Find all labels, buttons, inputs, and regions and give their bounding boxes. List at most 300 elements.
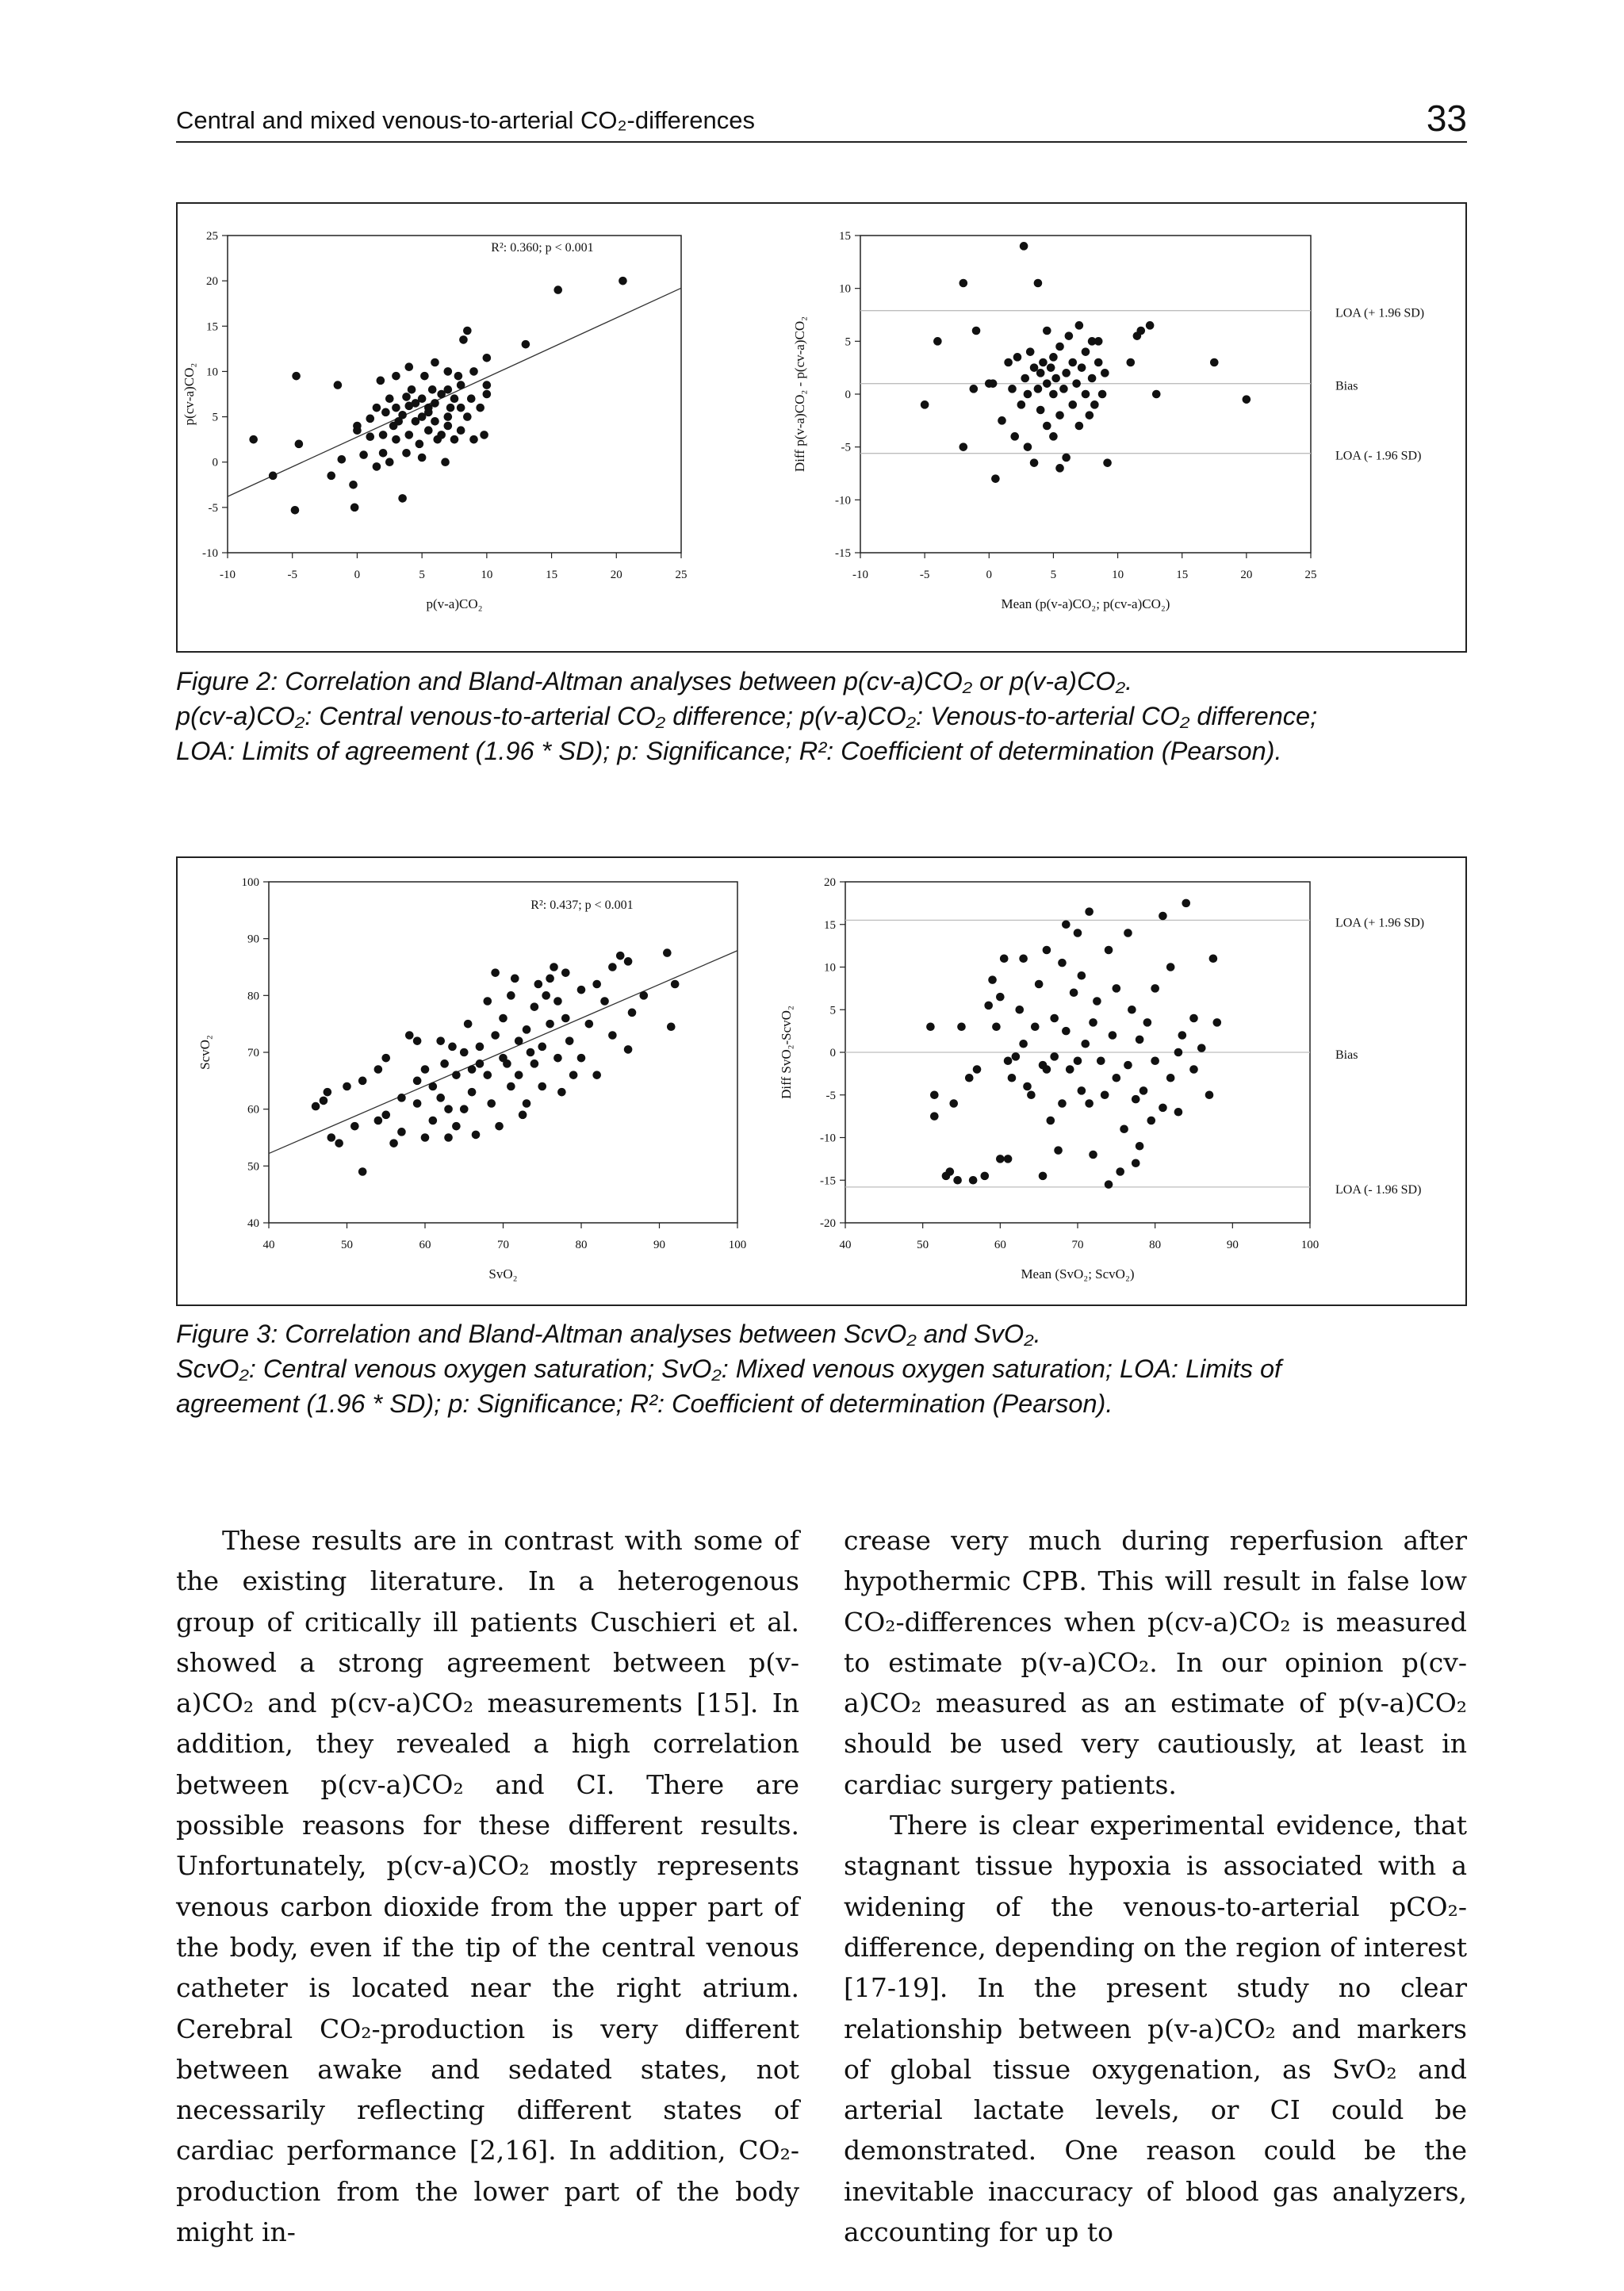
data-point — [320, 1097, 328, 1105]
data-point — [373, 462, 381, 471]
data-point — [1072, 379, 1081, 388]
x-tick-label: 10 — [481, 569, 493, 581]
data-point — [1065, 331, 1074, 340]
data-point — [996, 1155, 1005, 1163]
x-tick-label: -5 — [287, 569, 297, 581]
page-header — [176, 86, 1467, 143]
data-point — [1039, 1172, 1048, 1181]
r-squared-annotation: R²: 0.360; p < 0.001 — [491, 241, 594, 255]
y-tick-label: -10 — [202, 547, 218, 560]
data-point — [522, 340, 530, 349]
body-column-left — [176, 1520, 799, 2252]
data-point — [1152, 390, 1161, 399]
data-point — [530, 1002, 539, 1011]
data-point — [366, 432, 374, 441]
data-point — [338, 455, 347, 464]
data-point — [413, 1077, 422, 1086]
data-point — [1008, 1074, 1017, 1082]
data-point — [463, 412, 472, 421]
correlation-plot-pcva-vs-pva — [182, 230, 688, 611]
data-point — [1036, 406, 1045, 415]
data-point — [349, 481, 358, 489]
x-tick-label: -10 — [852, 569, 868, 581]
data-point — [392, 404, 400, 412]
data-point — [1094, 337, 1103, 346]
data-point — [1205, 1090, 1214, 1099]
x-tick-label: 0 — [986, 569, 993, 581]
x-tick-label: 80 — [575, 1239, 588, 1251]
data-point — [671, 980, 680, 989]
data-point — [1101, 369, 1109, 377]
data-point — [1085, 1099, 1094, 1108]
data-point — [1078, 971, 1086, 980]
data-point — [1074, 929, 1082, 937]
data-point — [1043, 946, 1051, 955]
data-point — [1012, 1052, 1021, 1061]
data-point — [1139, 1086, 1148, 1095]
data-point — [327, 472, 335, 481]
data-point — [495, 1122, 504, 1131]
x-tick-label: 100 — [1300, 1239, 1320, 1251]
data-point — [405, 1031, 414, 1040]
data-point — [1062, 369, 1071, 377]
data-point — [565, 1036, 574, 1045]
bland-altman-plot-pco2 — [792, 230, 1424, 611]
data-point — [436, 1036, 445, 1045]
data-point — [379, 449, 388, 458]
data-point — [538, 1043, 546, 1052]
data-point — [398, 411, 407, 420]
data-point — [1159, 1104, 1167, 1113]
y-tick-label: 0 — [212, 456, 218, 469]
data-point — [1098, 390, 1107, 399]
regression-line — [269, 951, 737, 1154]
x-tick-label: 90 — [653, 1239, 665, 1251]
figure-2-caption-line2: p(cv-a)CO₂: Central venous-to-arterial CO₂ difference; p(v-a)CO₂: Venous-to-arterial CO₂ difference; — [176, 702, 1318, 730]
data-point — [1178, 1031, 1187, 1040]
data-point — [953, 1176, 962, 1185]
data-point — [515, 1036, 523, 1045]
running-title: Central and mixed venous-to-arterial CO₂-differences — [176, 106, 755, 134]
data-point — [463, 327, 472, 335]
data-point — [1089, 1151, 1097, 1159]
x-tick-label: 5 — [1050, 569, 1057, 581]
body-column-right — [844, 1520, 1467, 2252]
x-axis-title: p(v-a)CO₂ — [426, 596, 483, 611]
data-point — [619, 277, 627, 285]
data-point — [441, 458, 450, 466]
x-tick-label: 60 — [994, 1239, 1006, 1251]
x-axis-title: Mean (p(v-a)CO₂; p(cv-a)CO₂) — [1001, 596, 1170, 611]
data-point — [483, 390, 492, 399]
data-point — [577, 1054, 586, 1063]
data-point — [1146, 321, 1155, 330]
data-point — [429, 1117, 438, 1125]
figure-3-caption-line1: Figure 3: Correlation and Bland-Altman analyses between ScvO₂ and SvO₂. — [176, 1320, 1041, 1348]
data-point — [424, 426, 433, 435]
data-point — [1127, 358, 1136, 367]
data-point — [946, 1167, 955, 1176]
data-point — [957, 1022, 966, 1031]
data-point — [353, 422, 362, 431]
y-tick-label: 50 — [247, 1160, 259, 1174]
y-tick-label: 10 — [839, 282, 851, 296]
data-point — [1004, 358, 1013, 367]
data-point — [523, 1025, 531, 1034]
figure-3-caption-line2: ScvO₂: Central venous oxygen saturation; SvO₂: Mixed venous oxygen saturation; LOA: Limits of — [176, 1354, 1282, 1383]
data-point — [444, 1133, 453, 1142]
data-point — [1036, 369, 1045, 377]
data-point — [467, 394, 476, 403]
data-point — [431, 399, 439, 408]
data-point — [511, 975, 519, 983]
data-point — [973, 1065, 982, 1074]
data-point — [457, 381, 465, 389]
data-point — [640, 991, 649, 1000]
bland-altman-plot-so2 — [779, 876, 1424, 1282]
x-axis-title: Mean (SvO₂; ScvO₂) — [1021, 1266, 1135, 1282]
data-point — [1047, 363, 1055, 372]
y-tick-label: 15 — [824, 918, 836, 932]
y-tick-label: 0 — [829, 1047, 836, 1059]
data-point — [965, 1074, 974, 1082]
data-point — [988, 975, 997, 984]
data-point — [413, 1036, 422, 1045]
data-point — [989, 379, 998, 388]
data-point — [1075, 422, 1084, 431]
data-point — [472, 1131, 481, 1140]
data-point — [542, 991, 550, 1000]
y-tick-label: -10 — [820, 1132, 836, 1145]
data-point — [1113, 984, 1121, 993]
data-point — [1128, 1006, 1136, 1014]
data-point — [1078, 363, 1086, 372]
x-tick-label: 60 — [419, 1239, 431, 1251]
data-point — [1019, 1040, 1028, 1048]
data-point — [933, 337, 942, 346]
data-point — [592, 980, 601, 989]
data-point — [366, 415, 374, 423]
x-tick-label: 10 — [1112, 569, 1124, 581]
data-point — [374, 1065, 383, 1074]
reference-line-label: LOA (+ 1.96 SD) — [1335, 916, 1425, 930]
data-point — [1004, 1056, 1013, 1065]
y-tick-label: 20 — [206, 275, 218, 289]
y-tick-label: -5 — [841, 441, 851, 454]
data-point — [1062, 920, 1071, 929]
data-point — [1151, 984, 1159, 993]
data-point — [1136, 1142, 1144, 1151]
data-point — [663, 948, 672, 957]
data-point — [569, 1071, 578, 1079]
data-point — [1093, 997, 1101, 1006]
data-point — [1051, 374, 1060, 383]
data-point — [1050, 1052, 1059, 1061]
data-point — [507, 1082, 515, 1091]
data-point — [1017, 400, 1026, 409]
data-point — [1136, 327, 1145, 335]
figure-2 — [176, 202, 1467, 653]
y-tick-label: -5 — [825, 1089, 836, 1102]
data-point — [1049, 432, 1058, 441]
data-point — [291, 506, 300, 515]
data-point — [515, 1071, 523, 1079]
data-point — [1101, 1090, 1109, 1099]
data-point — [553, 285, 562, 294]
data-point — [1116, 1167, 1124, 1176]
data-point — [1043, 422, 1051, 431]
data-point — [984, 1002, 993, 1010]
data-point — [1166, 1074, 1175, 1082]
data-point — [444, 412, 453, 421]
data-point — [1085, 907, 1094, 916]
y-axis-title: Diff p(v-a)CO₂ - p(cv-a)CO₂ — [792, 316, 807, 473]
figure-3 — [176, 856, 1467, 1306]
data-point — [1043, 379, 1051, 388]
data-point — [1013, 353, 1022, 362]
data-point — [538, 1082, 546, 1091]
data-point — [1243, 395, 1251, 404]
data-point — [930, 1112, 939, 1121]
data-point — [1143, 1018, 1152, 1027]
data-point — [405, 431, 414, 439]
body-paragraph: These results are in contrast with some of the existing literature. In a heterogenous group of critically ill patients Cuschieri et al. showed a strong agreement between p(v-a)CO₂ and p(cv-a)CO₂ measurements [15]. In addition, they revealed a high correlation between p(cv-a)CO₂ and CI. There are possible reasons for these different results. Unfortunately, p(cv-a)CO₂ mostly represents venous carbon dioxide from the upper part of the body, even if the tip of the central venous catheter is located near the right atrium. Cerebral CO₂-production is very different between awake and sedated states, not necessarily reflecting different states of cardiac performance [2,16]. In addition, CO₂-production from the lower part of the body might in- — [176, 1525, 799, 2248]
data-point — [358, 1077, 367, 1086]
data-point — [1113, 1074, 1121, 1082]
y-tick-label: 40 — [247, 1217, 259, 1230]
y-axis-title: ScvO₂ — [197, 1035, 213, 1070]
x-tick-label: 40 — [839, 1239, 852, 1251]
data-point — [1004, 1155, 1013, 1163]
page-number: 33 — [1426, 98, 1467, 139]
data-point — [312, 1102, 320, 1111]
data-point — [1213, 1018, 1222, 1027]
data-point — [1049, 353, 1058, 362]
regression-line — [228, 288, 681, 496]
data-point — [1008, 385, 1017, 393]
y-tick-label: 5 — [829, 1004, 836, 1017]
y-tick-label: 0 — [845, 389, 851, 401]
data-point — [1026, 347, 1035, 356]
data-point — [334, 381, 343, 389]
data-point — [1103, 458, 1112, 467]
reference-line-label: Bias — [1335, 1048, 1358, 1062]
data-point — [959, 279, 968, 288]
data-point — [1031, 1022, 1040, 1031]
figure-3-caption-line3: agreement (1.96 * SD); p: Significance; R²: Coefficient of determination (Pearson). — [176, 1389, 1113, 1418]
data-point — [464, 1020, 473, 1029]
data-point — [343, 1082, 351, 1091]
y-tick-label: 20 — [824, 876, 836, 889]
data-point — [1030, 363, 1039, 372]
data-point — [1086, 411, 1094, 420]
data-point — [429, 1082, 438, 1091]
data-point — [1124, 1061, 1132, 1070]
y-tick-label: 80 — [247, 990, 259, 1003]
data-point — [468, 1088, 477, 1097]
x-tick-label: 80 — [1149, 1239, 1162, 1251]
x-tick-label: 70 — [497, 1239, 509, 1251]
x-tick-label: 5 — [419, 569, 425, 581]
data-point — [991, 474, 1000, 483]
data-point — [392, 372, 400, 381]
y-tick-label: 15 — [839, 230, 851, 243]
data-point — [1049, 390, 1058, 399]
data-point — [392, 435, 400, 444]
data-point — [381, 1111, 390, 1120]
data-point — [546, 1020, 554, 1029]
data-point — [405, 362, 414, 371]
data-point — [1068, 358, 1077, 367]
figure-2-charts — [178, 204, 1465, 651]
data-point — [1151, 1056, 1159, 1065]
figure-3-caption — [176, 1316, 1467, 1421]
data-point — [608, 1031, 617, 1040]
data-point — [324, 1088, 332, 1097]
x-tick-label: 20 — [610, 569, 622, 581]
data-point — [949, 1099, 958, 1108]
data-point — [1124, 929, 1132, 937]
data-point — [469, 435, 478, 444]
y-axis-title: p(cv-a)CO₂ — [182, 362, 197, 426]
data-point — [413, 1099, 422, 1108]
data-point — [491, 968, 500, 977]
data-point — [436, 1094, 445, 1102]
data-point — [1020, 242, 1028, 251]
data-point — [373, 404, 381, 412]
data-point — [431, 358, 439, 367]
data-point — [468, 1065, 477, 1074]
data-point — [1132, 1095, 1140, 1104]
x-tick-label: 70 — [1071, 1239, 1084, 1251]
data-point — [1043, 327, 1051, 335]
data-point — [381, 1054, 390, 1063]
data-point — [398, 494, 407, 503]
reference-line-label: Bias — [1335, 379, 1358, 393]
data-point — [557, 1088, 566, 1097]
data-point — [1023, 1082, 1032, 1091]
data-point — [1082, 347, 1090, 356]
data-point — [374, 1117, 383, 1125]
data-point — [1088, 374, 1097, 383]
data-point — [379, 431, 388, 439]
data-point — [1024, 390, 1032, 399]
data-point — [1021, 374, 1029, 383]
y-tick-label: -15 — [820, 1174, 836, 1188]
data-point — [292, 372, 301, 381]
data-point — [452, 1071, 461, 1079]
x-tick-label: 40 — [262, 1239, 275, 1251]
data-point — [921, 400, 929, 409]
data-point — [350, 504, 359, 512]
data-point — [431, 417, 439, 426]
reference-line-label: LOA (- 1.96 SD) — [1335, 449, 1422, 463]
data-point — [459, 335, 468, 344]
data-point — [1034, 279, 1043, 288]
x-tick-label: -10 — [220, 569, 236, 581]
data-point — [1066, 1065, 1074, 1074]
data-point — [507, 991, 515, 1000]
data-point — [476, 1043, 485, 1052]
body-paragraph: There is clear experimental evidence, that stagnant tissue hypoxia is associated with a widening of the venous-to-arterial pCO₂-difference, depending on the region of interest [17-19]. In the present study no clear relationship between p(v-a)CO₂ and markers of global tissue oxygenation, as SvO₂ and arterial lactate levels, or CI could be demonstrated. One reason could be the inevitable inaccuracy of blood gas analyzers, accounting for up to — [844, 1810, 1467, 2248]
y-tick-label: 100 — [241, 876, 259, 889]
data-point — [1097, 1056, 1105, 1065]
data-point — [530, 1059, 539, 1068]
data-point — [385, 458, 394, 466]
reference-line-label: LOA (+ 1.96 SD) — [1335, 306, 1425, 320]
data-point — [358, 1167, 367, 1176]
y-tick-label: 70 — [247, 1047, 259, 1059]
y-tick-label: 5 — [845, 335, 851, 349]
data-point — [1050, 1014, 1059, 1023]
x-tick-label: 50 — [917, 1239, 929, 1251]
data-point — [295, 440, 304, 449]
x-tick-label: -5 — [919, 569, 930, 581]
data-point — [624, 1045, 633, 1054]
data-point — [998, 416, 1006, 425]
data-point — [970, 385, 979, 393]
body-paragraph: crease very much during reperfusion after hypothermic CPB. This will result in false low CO₂-differences when p(cv-a)CO₂ is measured to estimate p(v-a)CO₂. In our opinion p(cv-a)CO₂ measured as an estimate of p(v-a)CO₂ should be used very cautiously, at least in cardiac surgery patients. — [844, 1525, 1467, 1800]
data-point — [592, 1071, 601, 1079]
x-tick-label: 25 — [675, 569, 688, 581]
y-tick-label: -5 — [208, 501, 218, 515]
data-point — [444, 1105, 453, 1113]
y-tick-label: 5 — [212, 411, 218, 424]
data-point — [408, 385, 416, 394]
y-tick-label: 60 — [247, 1103, 259, 1117]
data-point — [457, 404, 465, 412]
data-point — [1047, 1117, 1055, 1125]
figure-3-charts — [178, 858, 1465, 1304]
data-point — [1010, 432, 1019, 441]
data-point — [444, 385, 453, 394]
data-point — [484, 1071, 492, 1079]
data-point — [444, 367, 453, 376]
data-point — [1166, 963, 1175, 971]
x-tick-label: 50 — [341, 1239, 353, 1251]
data-point — [1197, 1044, 1206, 1052]
figure-2-caption-line1: Figure 2: Correlation and Bland-Altman analyses between p(cv-a)CO₂ or p(v-a)CO₂. — [176, 667, 1133, 695]
data-point — [1078, 1086, 1086, 1095]
data-point — [469, 367, 478, 376]
data-point — [1109, 1031, 1117, 1040]
figure-2-caption-line3: LOA: Limits of agreement (1.96 * SD); p: Significance; R²: Coefficient of determination (Pearson). — [176, 737, 1282, 765]
data-point — [480, 431, 488, 439]
data-point — [1059, 385, 1068, 393]
data-point — [381, 408, 390, 417]
data-point — [600, 997, 609, 1006]
x-tick-label: 0 — [354, 569, 361, 581]
data-point — [1034, 385, 1043, 393]
data-point — [1182, 899, 1190, 908]
data-point — [1000, 954, 1009, 963]
data-point — [476, 404, 485, 412]
x-tick-label: 20 — [1240, 569, 1253, 581]
data-point — [1094, 358, 1103, 367]
data-point — [249, 435, 258, 444]
data-point — [389, 1139, 398, 1147]
data-point — [499, 1014, 508, 1023]
data-point — [1024, 442, 1032, 451]
data-point — [402, 449, 411, 458]
x-tick-label: 90 — [1226, 1239, 1239, 1251]
data-point — [335, 1139, 343, 1147]
y-tick-label: -10 — [835, 494, 851, 508]
data-point — [1058, 959, 1067, 967]
figure-2-caption — [176, 664, 1467, 768]
data-point — [1074, 1056, 1082, 1065]
data-point — [1068, 400, 1077, 409]
